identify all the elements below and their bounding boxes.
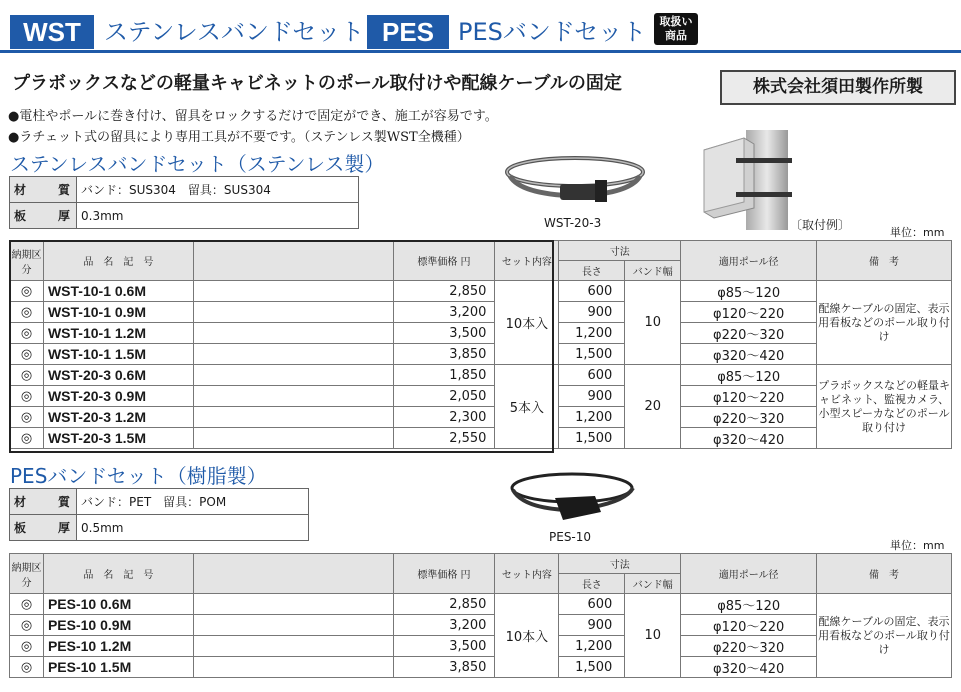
price-cell: 3,200: [393, 302, 495, 323]
pole-cell: φ220～320: [681, 323, 817, 344]
pes-header-title: PESバンドセット: [458, 18, 647, 46]
table-row: [10, 657, 952, 678]
pes-band-image: [505, 466, 640, 528]
wst-header-title: ステンレスバンドセット: [104, 18, 365, 46]
bullet-2: ●ラチェット式の留具により専用工具が不要です。（ステンレス製WST全機種）: [8, 130, 470, 145]
product-code: PES-10 1.5M: [43, 657, 193, 678]
wst-product-table: [9, 240, 952, 449]
handling-line1: 取扱い: [659, 15, 693, 28]
price-cell: 3,200: [393, 615, 495, 636]
table-row: [10, 636, 952, 657]
product-code: PES-10 0.6M: [43, 594, 193, 615]
pole-cell: φ120～220: [681, 302, 817, 323]
length-cell: 900: [559, 386, 625, 407]
table-row: [10, 615, 952, 636]
pole-cell: φ320～420: [681, 657, 817, 678]
handling-badge: [654, 13, 698, 45]
table-row: [10, 365, 952, 386]
subheading: プラボックスなどの軽量キャビネットのポール取付けや配線ケーブルの固定: [12, 73, 622, 94]
length-cell: 1,500: [559, 657, 625, 678]
header-price: 標準価格 円: [393, 554, 495, 594]
header-dims: 寸法: [559, 554, 681, 574]
category-mark: ◎: [10, 594, 44, 615]
price-cell: 1,850: [393, 365, 495, 386]
price-cell: 3,850: [393, 657, 495, 678]
category-mark: ◎: [10, 407, 44, 428]
pole-cell: φ120～220: [681, 386, 817, 407]
wst-unit-label: 単位：mm: [890, 226, 945, 239]
product-code: PES-10 0.9M: [43, 615, 193, 636]
header-dims: 寸法: [559, 241, 681, 261]
blank-cell: [193, 365, 393, 386]
header-pole: 適用ポール径: [681, 554, 817, 594]
length-cell: 1,500: [559, 428, 625, 449]
maker-box: 株式会社須田製作所製: [720, 70, 956, 105]
set-content: 10本入: [495, 281, 559, 365]
product-code: WST-10-1 0.9M: [43, 302, 193, 323]
spec-value: バンド：SUS304 留具：SUS304: [77, 177, 359, 203]
product-code: WST-20-3 0.6M: [43, 365, 193, 386]
pole-cell: φ85～120: [681, 365, 817, 386]
spec-key: 材質: [10, 177, 77, 203]
pole-cell: φ85～120: [681, 594, 817, 615]
wst-badge: WST: [10, 15, 94, 49]
spec-key: 板厚: [10, 203, 77, 229]
remarks-cell: 配線ケーブルの固定、表示用看板などのポール取り付け: [817, 594, 952, 678]
table-row: [10, 428, 952, 449]
category-mark: ◎: [10, 344, 44, 365]
remarks-cell: プラボックスなどの軽量キャビネット、監視カメラ、小型スピーカなどのポール取り付け: [817, 365, 952, 449]
product-code: PES-10 1.2M: [43, 636, 193, 657]
header-band-width: バンド幅: [625, 574, 681, 594]
price-cell: 2,850: [393, 281, 495, 302]
table-row: [10, 386, 952, 407]
category-mark: ◎: [10, 636, 44, 657]
blank-cell: [193, 407, 393, 428]
pole-cell: φ120～220: [681, 615, 817, 636]
spec-value: 0.5mm: [77, 515, 309, 541]
length-cell: 1,200: [559, 323, 625, 344]
product-code: WST-20-3 0.9M: [43, 386, 193, 407]
pole-cell: φ220～320: [681, 636, 817, 657]
category-mark: ◎: [10, 428, 44, 449]
table-row: [10, 302, 952, 323]
length-cell: 900: [559, 302, 625, 323]
price-cell: 2,850: [393, 594, 495, 615]
spec-value: バンド：PET 留具：POM: [77, 489, 309, 515]
pes-section-title: PESバンドセット（樹脂製）: [10, 464, 267, 488]
blank-cell: [193, 594, 393, 615]
header-pole: 適用ポール径: [681, 241, 817, 281]
category-mark: ◎: [10, 615, 44, 636]
header-price: 標準価格 円: [393, 241, 495, 281]
spec-row: [10, 203, 359, 229]
category-mark: ◎: [10, 657, 44, 678]
set-content: 5本入: [495, 365, 559, 449]
header-remarks: 備 考: [817, 241, 952, 281]
spec-row: [10, 177, 359, 203]
blank-cell: [193, 615, 393, 636]
pes-product-table: [9, 553, 952, 678]
length-cell: 600: [559, 594, 625, 615]
pole-cell: φ320～420: [681, 344, 817, 365]
category-mark: ◎: [10, 365, 44, 386]
pole-cell: φ85～120: [681, 281, 817, 302]
price-cell: 3,500: [393, 636, 495, 657]
remarks-cell: 配線ケーブルの固定、表示用看板などのポール取り付け: [817, 281, 952, 365]
table-row: [10, 323, 952, 344]
band-width-cell: 20: [625, 365, 681, 449]
blank-cell: [193, 323, 393, 344]
handling-line2: 商品: [665, 29, 687, 42]
blank-cell: [193, 302, 393, 323]
spec-row: [10, 515, 309, 541]
category-mark: ◎: [10, 281, 44, 302]
price-cell: 2,550: [393, 428, 495, 449]
band-width-cell: 10: [625, 594, 681, 678]
product-code: WST-10-1 1.2M: [43, 323, 193, 344]
length-cell: 1,500: [559, 344, 625, 365]
blank-cell: [193, 636, 393, 657]
pole-cell: φ320～420: [681, 428, 817, 449]
header-code: 品 名 記 号: [43, 554, 193, 594]
header-length: 長さ: [559, 261, 625, 281]
band-width-cell: 10: [625, 281, 681, 365]
category-mark: ◎: [10, 323, 44, 344]
blank-cell: [193, 281, 393, 302]
price-cell: 2,050: [393, 386, 495, 407]
spec-key: 材質: [10, 489, 77, 515]
header-category: 納期区分: [10, 241, 44, 281]
header-code: 品 名 記 号: [43, 241, 193, 281]
product-code: WST-20-3 1.2M: [43, 407, 193, 428]
header-set: セット内容: [495, 241, 559, 281]
table-row: [10, 594, 952, 615]
install-example-caption: 〔取付例〕: [790, 218, 851, 232]
header-category: 納期区分: [10, 554, 44, 594]
length-cell: 1,200: [559, 636, 625, 657]
table-row: [10, 281, 952, 302]
length-cell: 600: [559, 365, 625, 386]
header-length: 長さ: [559, 574, 625, 594]
blank-cell: [193, 344, 393, 365]
install-example-image: [696, 130, 806, 230]
pes-unit-label: 単位：mm: [890, 539, 945, 552]
price-cell: 3,500: [393, 323, 495, 344]
pes-badge: PES: [367, 15, 449, 49]
table-row: [10, 407, 952, 428]
header-rule: [0, 50, 961, 53]
blank-cell: [193, 386, 393, 407]
category-mark: ◎: [10, 302, 44, 323]
pole-cell: φ220～320: [681, 407, 817, 428]
bullet-1: ●電柱やポールに巻き付け、留具をロックするだけで固定ができ、施工が容易です。: [8, 109, 498, 124]
pes-spec-table: [9, 488, 309, 541]
wst-image-caption: WST-20-3: [544, 216, 602, 230]
wst-spec-table: [9, 176, 359, 229]
category-mark: ◎: [10, 386, 44, 407]
wst-band-image: [500, 150, 650, 215]
spec-key: 板厚: [10, 515, 77, 541]
product-code: WST-10-1 0.6M: [43, 281, 193, 302]
pes-image-caption: PES-10: [549, 530, 592, 544]
header-band-width: バンド幅: [625, 261, 681, 281]
product-code: WST-10-1 1.5M: [43, 344, 193, 365]
table-row: [10, 344, 952, 365]
wst-section-title: ステンレスバンドセット（ステンレス製）: [10, 152, 385, 176]
price-cell: 2,300: [393, 407, 495, 428]
spec-row: [10, 489, 309, 515]
header-blank: [193, 554, 393, 594]
length-cell: 1,200: [559, 407, 625, 428]
length-cell: 900: [559, 615, 625, 636]
blank-cell: [193, 428, 393, 449]
product-code: WST-20-3 1.5M: [43, 428, 193, 449]
header-remarks: 備 考: [817, 554, 952, 594]
price-cell: 3,850: [393, 344, 495, 365]
spec-value: 0.3mm: [77, 203, 359, 229]
set-content: 10本入: [495, 594, 559, 678]
header-set: セット内容: [495, 554, 559, 594]
length-cell: 600: [559, 281, 625, 302]
header-blank: [193, 241, 393, 281]
blank-cell: [193, 657, 393, 678]
